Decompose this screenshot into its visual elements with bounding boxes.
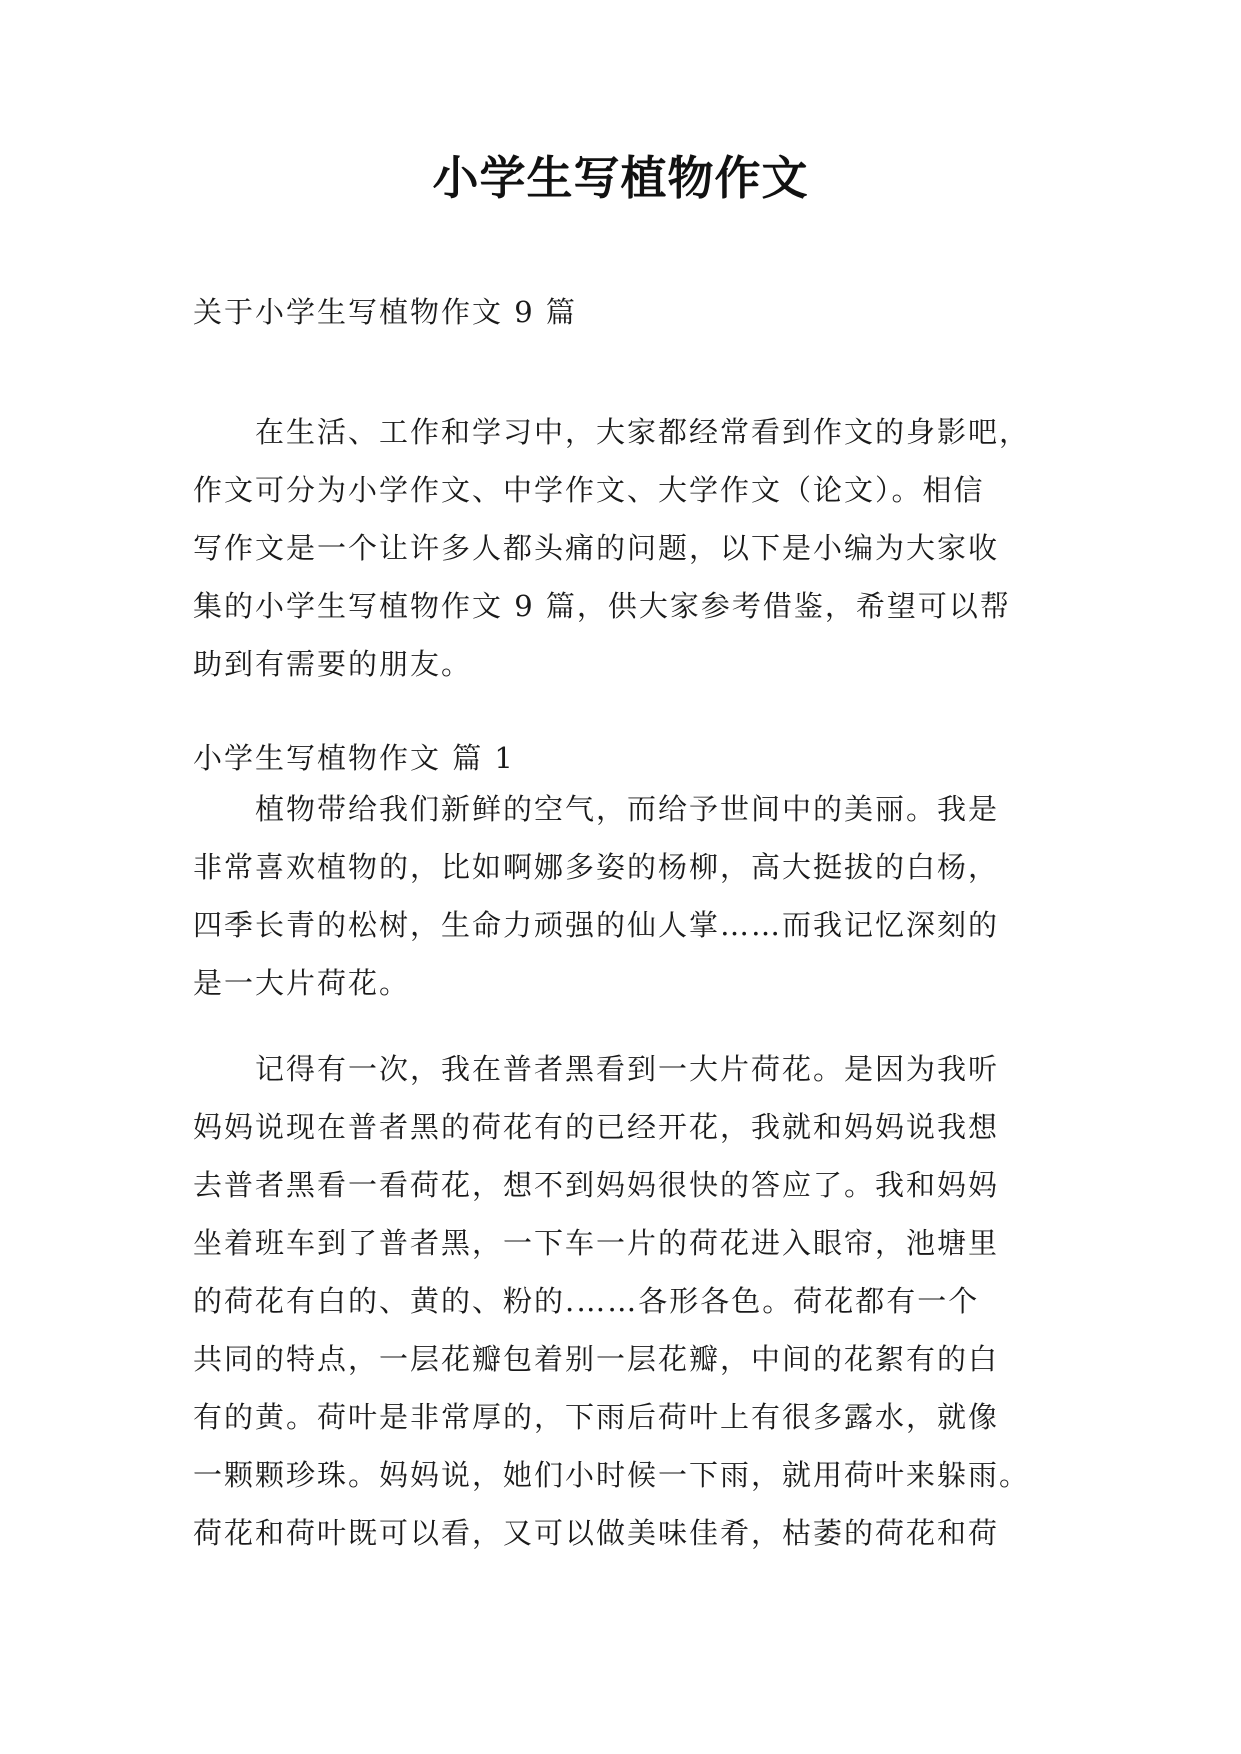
paragraph-line: 非常喜欢植物的，比如啊娜多姿的杨柳，高大挺拔的白杨， (193, 850, 1000, 884)
paragraph-line: 写作文是一个让许多人都头痛的问题，以下是小编为大家收 (193, 531, 1000, 565)
paragraph-line: 一颗颗珍珠。妈妈说，她们小时候一下雨，就用荷叶来躲雨。 (193, 1458, 1031, 1492)
paragraph-line: 四季长青的松树，生命力顽强的仙人掌……而我记忆深刻的 (193, 908, 1000, 942)
paragraph-line: 去普者黑看一看荷花，想不到妈妈很快的答应了。我和妈妈 (193, 1168, 1000, 1202)
paragraph-line: 记得有一次，我在普者黑看到一大片荷花。是因为我听 (255, 1052, 1000, 1086)
paragraph-line: 集的小学生写植物作文 9 篇，供大家参考借鉴，希望可以帮 (193, 589, 1011, 623)
paragraph-line: 作文可分为小学作文、中学作文、大学作文（论文）。相信 (193, 473, 985, 507)
document-subtitle: 关于小学生写植物作文 9 篇 (193, 295, 577, 329)
paragraph-line: 共同的特点，一层花瓣包着别一层花瓣，中间的花絮有的白 (193, 1342, 1000, 1376)
section-heading: 小学生写植物作文 篇 1 (193, 741, 515, 775)
paragraph-line: 是一大片荷花。 (193, 966, 411, 1000)
paragraph-line: 植物带给我们新鲜的空气，而给予世间中的美丽。我是 (255, 792, 1000, 826)
paragraph-line: 的荷花有白的、黄的、粉的.……各形各色。荷花都有一个 (193, 1284, 980, 1318)
section-paragraph-1 (193, 780, 1073, 1012)
section-paragraph-2 (193, 1040, 1073, 1562)
intro-paragraph (193, 403, 1073, 693)
paragraph-line: 有的黄。荷叶是非常厚的，下雨后荷叶上有很多露水，就像 (193, 1400, 1000, 1434)
paragraph-line: 妈妈说现在普者黑的荷花有的已经开花，我就和妈妈说我想 (193, 1110, 1000, 1144)
paragraph-line: 坐着班车到了普者黑，一下车一片的荷花进入眼帘，池塘里 (193, 1226, 1000, 1260)
paragraph-line: 助到有需要的朋友。 (193, 647, 473, 681)
paragraph-line: 荷花和荷叶既可以看，又可以做美味佳肴，枯萎的荷花和荷 (193, 1516, 1000, 1550)
document-title: 小学生写植物作文 (432, 151, 809, 205)
paragraph-line: 在生活、工作和学习中，大家都经常看到作文的身影吧， (255, 415, 1031, 449)
